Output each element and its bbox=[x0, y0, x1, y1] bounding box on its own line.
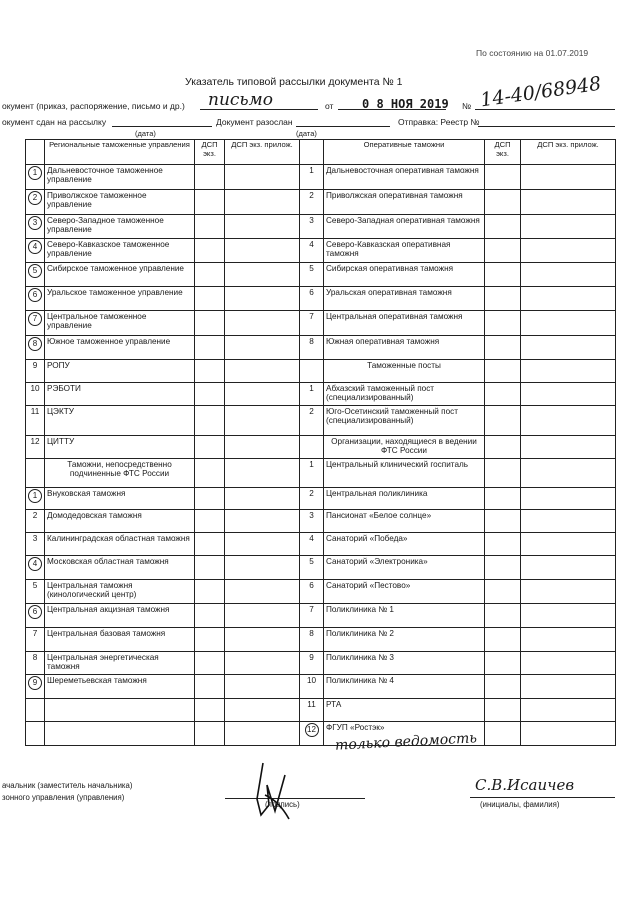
left-row-number: 2 bbox=[28, 191, 42, 205]
chief-title-line2: зонного управления (управления) bbox=[2, 793, 125, 802]
empty-cell bbox=[195, 628, 225, 652]
table-row bbox=[26, 287, 616, 311]
left-recipient: РЭБОТИ bbox=[45, 383, 195, 406]
right-row-number: 6 bbox=[300, 287, 324, 311]
empty-cell bbox=[485, 459, 521, 488]
table-row bbox=[26, 699, 616, 722]
empty-cell bbox=[521, 263, 616, 287]
empty-cell bbox=[521, 628, 616, 652]
left-recipient: Центральная базовая таможня bbox=[45, 628, 195, 652]
right-row-number: 11 bbox=[300, 699, 324, 722]
left-recipient: Шереметьевская таможня bbox=[45, 675, 195, 699]
left-recipient: Сибирское таможенное управление bbox=[45, 263, 195, 287]
empty-cell bbox=[521, 488, 616, 510]
date-hint-left: (дата) bbox=[135, 129, 156, 138]
table-row bbox=[26, 488, 616, 510]
empty-cell bbox=[485, 556, 521, 580]
left-row-number: 8 bbox=[26, 652, 45, 675]
right-recipient: ФГУП «Ростэк» bbox=[324, 722, 485, 746]
table-row bbox=[26, 406, 616, 436]
table-row bbox=[26, 190, 616, 215]
left-row-number: 1 bbox=[28, 166, 42, 180]
table-row bbox=[26, 510, 616, 533]
empty-cell bbox=[485, 510, 521, 533]
left-row-number: 3 bbox=[28, 216, 42, 230]
empty-cell bbox=[225, 383, 300, 406]
table-row bbox=[26, 580, 616, 604]
empty-cell bbox=[485, 406, 521, 436]
empty-cell bbox=[195, 165, 225, 190]
table-row bbox=[26, 360, 616, 383]
page-title: Указатель типовой рассылки документа № 1 bbox=[185, 76, 403, 88]
empty-cell bbox=[225, 580, 300, 604]
empty-cell bbox=[195, 533, 225, 556]
left-row-number: 1 bbox=[28, 489, 42, 503]
table-row bbox=[26, 556, 616, 580]
right-row-number: 9 bbox=[300, 652, 324, 675]
right-recipient: РТА bbox=[324, 699, 485, 722]
empty-cell bbox=[521, 556, 616, 580]
signer-name-label: (инициалы, фамилия) bbox=[480, 800, 560, 809]
empty-cell bbox=[485, 263, 521, 287]
left-row-number: 4 bbox=[28, 557, 42, 571]
right-row-number: 3 bbox=[300, 510, 324, 533]
empty-cell bbox=[195, 699, 225, 722]
header-dsp-left: ДСП экз. bbox=[195, 140, 225, 165]
empty-cell bbox=[195, 287, 225, 311]
empty-cell bbox=[521, 699, 616, 722]
left-recipient: Дальневосточное таможенное управление bbox=[45, 165, 195, 190]
empty-cell bbox=[225, 628, 300, 652]
empty-cell bbox=[521, 604, 616, 628]
empty-cell bbox=[195, 510, 225, 533]
left-recipient: Домодедовская таможня bbox=[45, 510, 195, 533]
empty-cell bbox=[195, 263, 225, 287]
left-recipient: ЦЭКТУ bbox=[45, 406, 195, 436]
empty-cell bbox=[195, 580, 225, 604]
left-row-number: 5 bbox=[28, 264, 42, 278]
num-label: № bbox=[462, 101, 472, 111]
empty-cell bbox=[225, 406, 300, 436]
table-row bbox=[26, 165, 616, 190]
empty-cell bbox=[26, 459, 45, 488]
right-recipient: Санаторий «Пестово» bbox=[324, 580, 485, 604]
dispatch-label: Отправка: Реестр № bbox=[398, 117, 480, 127]
empty-cell bbox=[521, 459, 616, 488]
left-recipient: Центральное таможенное управление bbox=[45, 311, 195, 336]
left-row-number: 7 bbox=[28, 312, 42, 326]
left-row-number: 10 bbox=[26, 383, 45, 406]
empty-cell bbox=[521, 360, 616, 383]
empty-cell bbox=[521, 675, 616, 699]
empty-cell bbox=[225, 556, 300, 580]
empty-cell bbox=[225, 436, 300, 459]
empty-cell bbox=[26, 722, 45, 746]
table-row bbox=[26, 722, 616, 746]
empty-cell bbox=[485, 360, 521, 383]
right-recipient: Юго-Осетинский таможенный пост (специализированный) bbox=[324, 406, 485, 436]
header-operational: Оперативные таможни bbox=[324, 140, 485, 165]
left-recipient: Калининградская областная таможня bbox=[45, 533, 195, 556]
table-row bbox=[26, 652, 616, 675]
right-recipient: Абхазский таможенный пост (специализированный) bbox=[324, 383, 485, 406]
empty-cell bbox=[225, 165, 300, 190]
right-recipient: Центральная поликлиника bbox=[324, 488, 485, 510]
empty-cell bbox=[225, 287, 300, 311]
left-recipient: Уральское таможенное управление bbox=[45, 287, 195, 311]
header-dsp-right: ДСП экз. bbox=[485, 140, 521, 165]
empty-cell bbox=[225, 190, 300, 215]
empty-cell bbox=[485, 383, 521, 406]
empty-cell bbox=[225, 699, 300, 722]
right-recipient: Северо-Кавказская оперативная таможня bbox=[324, 239, 485, 263]
signer-name: С.В.Исаичев bbox=[475, 776, 575, 794]
empty-cell bbox=[485, 699, 521, 722]
signature-mark bbox=[245, 755, 305, 825]
right-row-number: 4 bbox=[300, 239, 324, 263]
empty-cell bbox=[195, 311, 225, 336]
empty-cell bbox=[195, 383, 225, 406]
empty-cell bbox=[521, 311, 616, 336]
right-recipient: Поликлиника № 4 bbox=[324, 675, 485, 699]
empty-cell bbox=[195, 459, 225, 488]
chief-title-line1: ачальник (заместитель начальника) bbox=[2, 781, 133, 790]
empty-cell bbox=[485, 215, 521, 239]
empty-cell bbox=[195, 436, 225, 459]
left-recipient: ЦИТТУ bbox=[45, 436, 195, 459]
header-regional: Региональные таможенные управления bbox=[45, 140, 195, 165]
left-row-number: 12 bbox=[26, 436, 45, 459]
empty-cell bbox=[521, 215, 616, 239]
left-row-number: 6 bbox=[28, 288, 42, 302]
empty-cell bbox=[485, 580, 521, 604]
empty-cell bbox=[300, 360, 324, 383]
empty-cell bbox=[195, 652, 225, 675]
empty-cell bbox=[521, 190, 616, 215]
empty-cell bbox=[521, 406, 616, 436]
empty-cell bbox=[521, 652, 616, 675]
table-row bbox=[26, 675, 616, 699]
header-dsp-att-right: ДСП экз. прилож. bbox=[521, 140, 616, 165]
table-row bbox=[26, 533, 616, 556]
signature-label: (подпись) bbox=[265, 800, 300, 809]
empty-cell bbox=[521, 165, 616, 190]
right-recipient: Поликлиника № 3 bbox=[324, 652, 485, 675]
right-row-number: 5 bbox=[300, 263, 324, 287]
empty-cell bbox=[195, 360, 225, 383]
table-row bbox=[26, 215, 616, 239]
doc-date-stamp: 0 8 НОЯ 2019 bbox=[362, 97, 449, 111]
right-row-number: 1 bbox=[300, 383, 324, 406]
right-recipient: Южная оперативная таможня bbox=[324, 336, 485, 360]
right-row-number: 8 bbox=[300, 336, 324, 360]
right-recipient: Центральная оперативная таможня bbox=[324, 311, 485, 336]
left-recipient: Внуковская таможня bbox=[45, 488, 195, 510]
left-row-number: 9 bbox=[28, 676, 42, 690]
empty-cell bbox=[225, 722, 300, 746]
empty-cell bbox=[485, 488, 521, 510]
left-recipient: РОПУ bbox=[45, 360, 195, 383]
right-row-number: 8 bbox=[300, 628, 324, 652]
table-row bbox=[26, 383, 616, 406]
right-recipient: Санаторий «Электроника» bbox=[324, 556, 485, 580]
empty-cell bbox=[195, 675, 225, 699]
right-row-number: 1 bbox=[300, 165, 324, 190]
empty-cell bbox=[225, 311, 300, 336]
right-section-title: Организации, находящиеся в ведении ФТС России bbox=[324, 436, 485, 459]
right-section-title: Таможенные посты bbox=[324, 360, 485, 383]
left-row-number: 11 bbox=[26, 406, 45, 436]
right-recipient: Дальневосточная оперативная таможня bbox=[324, 165, 485, 190]
empty-cell bbox=[521, 510, 616, 533]
empty-cell bbox=[485, 533, 521, 556]
doc-type-label: окумент (приказ, распоряжение, письмо и др.) bbox=[2, 101, 185, 111]
right-row-number: 2 bbox=[300, 488, 324, 510]
empty-cell bbox=[225, 510, 300, 533]
right-row-number: 2 bbox=[300, 190, 324, 215]
empty-cell bbox=[195, 215, 225, 239]
table-row bbox=[26, 239, 616, 263]
empty-cell bbox=[195, 604, 225, 628]
empty-cell bbox=[225, 263, 300, 287]
table-row bbox=[26, 336, 616, 360]
empty-cell bbox=[521, 722, 616, 746]
left-row-number: 8 bbox=[28, 337, 42, 351]
empty-cell bbox=[225, 652, 300, 675]
sent-label: окумент сдан на рассылку bbox=[2, 117, 107, 127]
distribution-table bbox=[25, 139, 616, 746]
left-row-number: 5 bbox=[26, 580, 45, 604]
empty-cell bbox=[485, 436, 521, 459]
table-row bbox=[26, 436, 616, 459]
left-recipient: Центральная таможня (кинологический центр) bbox=[45, 580, 195, 604]
right-row-number: 12 bbox=[305, 723, 319, 737]
empty-cell bbox=[225, 533, 300, 556]
empty-cell bbox=[225, 215, 300, 239]
empty-cell bbox=[485, 165, 521, 190]
left-recipient: Северо-Кавказское таможенное управление bbox=[45, 239, 195, 263]
right-recipient: Уральская оперативная таможня bbox=[324, 287, 485, 311]
right-row-number: 6 bbox=[300, 580, 324, 604]
empty-cell bbox=[521, 436, 616, 459]
empty-cell bbox=[26, 699, 45, 722]
empty-cell bbox=[485, 675, 521, 699]
table-row bbox=[26, 311, 616, 336]
empty-cell bbox=[225, 459, 300, 488]
empty-cell bbox=[45, 722, 195, 746]
left-recipient: Приволжское таможенное управление bbox=[45, 190, 195, 215]
empty-cell bbox=[485, 287, 521, 311]
left-recipient: Центральная энергетическая таможня bbox=[45, 652, 195, 675]
empty-cell bbox=[195, 336, 225, 360]
empty-cell bbox=[521, 383, 616, 406]
right-recipient: Сибирская оперативная таможня bbox=[324, 263, 485, 287]
empty-cell bbox=[485, 190, 521, 215]
left-recipient: Московская областная таможня bbox=[45, 556, 195, 580]
table-row bbox=[26, 263, 616, 287]
right-row-number: 3 bbox=[300, 215, 324, 239]
left-recipient: Центральная акцизная таможня bbox=[45, 604, 195, 628]
empty-cell bbox=[195, 406, 225, 436]
empty-cell bbox=[225, 604, 300, 628]
left-row-number: 7 bbox=[26, 628, 45, 652]
table-header-row bbox=[26, 140, 616, 165]
left-recipient: Северо-Западное таможенное управление bbox=[45, 215, 195, 239]
table-row bbox=[26, 628, 616, 652]
left-row-number: 4 bbox=[28, 240, 42, 254]
right-row-number: 5 bbox=[300, 556, 324, 580]
empty-cell bbox=[195, 722, 225, 746]
empty-cell bbox=[225, 675, 300, 699]
table-row bbox=[26, 604, 616, 628]
right-row-number: 4 bbox=[300, 533, 324, 556]
empty-cell bbox=[485, 311, 521, 336]
empty-cell bbox=[485, 336, 521, 360]
left-row-number: 3 bbox=[26, 533, 45, 556]
left-section-title: Таможни, непосредственно подчиненные ФТС России bbox=[45, 459, 195, 488]
empty-cell bbox=[45, 699, 195, 722]
empty-cell bbox=[195, 556, 225, 580]
empty-cell bbox=[521, 239, 616, 263]
empty-cell bbox=[195, 239, 225, 263]
empty-cell bbox=[485, 722, 521, 746]
doc-number-value: 14-40/68948 bbox=[479, 72, 603, 112]
right-row-number: 2 bbox=[300, 406, 324, 436]
empty-cell bbox=[521, 533, 616, 556]
empty-cell bbox=[225, 488, 300, 510]
right-row-number: 10 bbox=[300, 675, 324, 699]
empty-cell bbox=[225, 336, 300, 360]
empty-cell bbox=[485, 604, 521, 628]
left-row-number: 9 bbox=[26, 360, 45, 383]
right-row-number: 7 bbox=[300, 311, 324, 336]
left-row-number: 2 bbox=[26, 510, 45, 533]
empty-cell bbox=[521, 287, 616, 311]
empty-cell bbox=[521, 336, 616, 360]
empty-cell bbox=[195, 190, 225, 215]
handwritten-note: только ведомость bbox=[334, 730, 478, 754]
right-recipient: Санаторий «Победа» bbox=[324, 533, 485, 556]
distributed-label: Документ разослан bbox=[216, 117, 293, 127]
empty-cell bbox=[195, 488, 225, 510]
table-row bbox=[26, 459, 616, 488]
left-recipient: Южное таможенное управление bbox=[45, 336, 195, 360]
empty-cell bbox=[225, 360, 300, 383]
status-line: По состоянию на 01.07.2019 bbox=[476, 48, 589, 58]
empty-cell bbox=[300, 436, 324, 459]
header-dsp-att-left: ДСП экз. прилож. bbox=[225, 140, 300, 165]
right-recipient: Поликлиника № 1 bbox=[324, 604, 485, 628]
date-hint-right: (дата) bbox=[296, 129, 317, 138]
doc-type-value: письмо bbox=[208, 90, 274, 110]
right-recipient: Пансионат «Белое солнце» bbox=[324, 510, 485, 533]
right-recipient: Северо-Западная оперативная таможня bbox=[324, 215, 485, 239]
right-recipient: Центральный клинический госпиталь bbox=[324, 459, 485, 488]
empty-cell bbox=[485, 239, 521, 263]
empty-cell bbox=[521, 580, 616, 604]
empty-cell bbox=[225, 239, 300, 263]
right-row-number: 7 bbox=[300, 604, 324, 628]
right-row-number: 1 bbox=[300, 459, 324, 488]
right-recipient: Поликлиника № 2 bbox=[324, 628, 485, 652]
left-row-number: 6 bbox=[28, 605, 42, 619]
empty-cell bbox=[485, 652, 521, 675]
from-label: от bbox=[325, 101, 334, 111]
empty-cell bbox=[485, 628, 521, 652]
right-recipient: Приволжская оперативная таможня bbox=[324, 190, 485, 215]
